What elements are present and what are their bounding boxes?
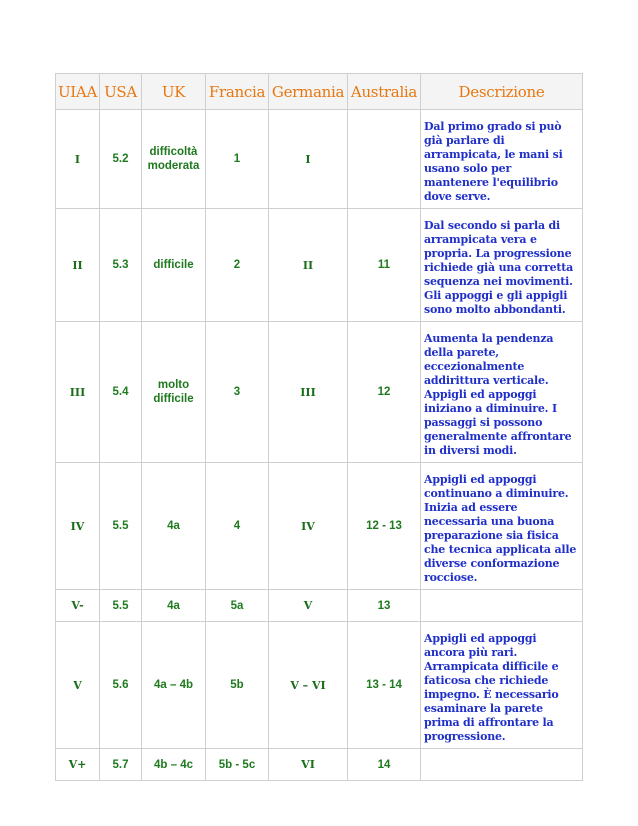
header-uiaa: UIAA	[56, 74, 100, 110]
cell-uiaa: II	[56, 209, 100, 322]
header-germania: Germania	[269, 74, 348, 110]
table-row	[56, 463, 583, 590]
cell-descrizione: Dal primo grado si può già parlare di arrampicata, le mani si usano solo per mantenere l'equilibrio dove serve.	[421, 110, 583, 209]
cell-usa: 5.6	[100, 622, 142, 749]
cell-uk: 4b – 4c	[142, 749, 206, 781]
cell-uiaa: V	[56, 622, 100, 749]
cell-uiaa: IV	[56, 463, 100, 590]
cell-uk: difficile	[142, 209, 206, 322]
table-row	[56, 590, 583, 622]
header-row	[56, 74, 583, 110]
header-descrizione: Descrizione	[421, 74, 583, 110]
cell-uiaa: V+	[56, 749, 100, 781]
cell-uk: molto difficile	[142, 322, 206, 463]
table-row	[56, 110, 583, 209]
header-australia: Australia	[348, 74, 421, 110]
cell-germania: II	[269, 209, 348, 322]
cell-usa: 5.5	[100, 590, 142, 622]
climbing-grades-table	[55, 73, 583, 781]
cell-francia: 1	[206, 110, 269, 209]
cell-descrizione: Appigli ed appoggi ancora più rari. Arrampicata difficile e faticosa che richiede impegno. È necessario esaminare la parete prima di affrontare la progressione.	[421, 622, 583, 749]
cell-descrizione: Aumenta la pendenza della parete, eccezionalmente addirittura verticale. Appigli ed appoggi iniziano a diminuire. I passaggi si possono generalmente affrontare in diversi modi.	[421, 322, 583, 463]
cell-francia: 2	[206, 209, 269, 322]
cell-uk: 4a	[142, 590, 206, 622]
cell-australia: 14	[348, 749, 421, 781]
cell-australia: 12	[348, 322, 421, 463]
cell-germania: I	[269, 110, 348, 209]
cell-germania: V – VI	[269, 622, 348, 749]
table-row	[56, 749, 583, 781]
cell-germania: V	[269, 590, 348, 622]
cell-usa: 5.4	[100, 322, 142, 463]
cell-usa: 5.5	[100, 463, 142, 590]
table-row	[56, 209, 583, 322]
cell-germania: IV	[269, 463, 348, 590]
header-usa: USA	[100, 74, 142, 110]
cell-usa: 5.7	[100, 749, 142, 781]
cell-uk: 4a	[142, 463, 206, 590]
cell-francia: 5b	[206, 622, 269, 749]
cell-francia: 5a	[206, 590, 269, 622]
cell-descrizione	[421, 749, 583, 781]
cell-uiaa: V-	[56, 590, 100, 622]
cell-descrizione: Appigli ed appoggi continuano a diminuire. Inizia ad essere necessaria una buona preparazione sia fisica che tecnica applicata alle diverse conformazione rocciose.	[421, 463, 583, 590]
cell-descrizione	[421, 590, 583, 622]
cell-usa: 5.3	[100, 209, 142, 322]
cell-australia: 13 - 14	[348, 622, 421, 749]
cell-australia: 13	[348, 590, 421, 622]
cell-uk: difficoltà moderata	[142, 110, 206, 209]
cell-francia: 5b - 5c	[206, 749, 269, 781]
cell-australia	[348, 110, 421, 209]
cell-uiaa: III	[56, 322, 100, 463]
table-row	[56, 622, 583, 749]
table-row	[56, 322, 583, 463]
cell-uiaa: I	[56, 110, 100, 209]
cell-germania: III	[269, 322, 348, 463]
cell-australia: 12 - 13	[348, 463, 421, 590]
cell-australia: 11	[348, 209, 421, 322]
cell-uk: 4a – 4b	[142, 622, 206, 749]
cell-francia: 4	[206, 463, 269, 590]
cell-usa: 5.2	[100, 110, 142, 209]
header-francia: Francia	[206, 74, 269, 110]
cell-francia: 3	[206, 322, 269, 463]
header-uk: UK	[142, 74, 206, 110]
cell-germania: VI	[269, 749, 348, 781]
cell-descrizione: Dal secondo si parla di arrampicata vera e propria. La progressione richiede già una corretta sequenza nei movimenti. Gli appoggi e gli appigli sono molto abbondanti.	[421, 209, 583, 322]
